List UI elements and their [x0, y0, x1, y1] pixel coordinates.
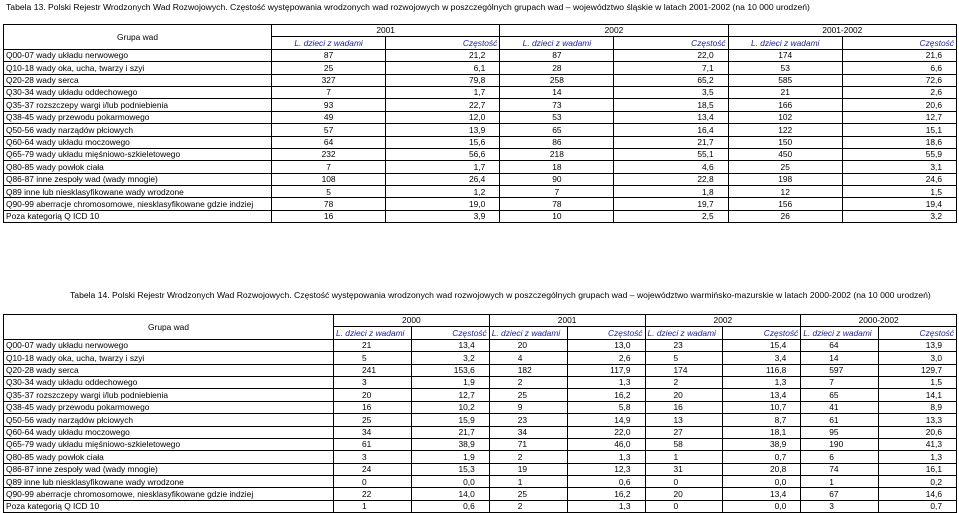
table-14 — [3, 314, 957, 513]
table-13 — [3, 24, 957, 223]
table-14-caption: Tabela 14. Polski Rejestr Wrodzonych Wad Rozwojowych. Częstość występowania wrodzonych wad rozwojowych w poszczególnych grupach wad – województwo warmińsko-mazurskie w latach 2000-2002 (na 10 000 urodzeń) — [70, 290, 931, 300]
rate-header: Częstość — [411, 327, 489, 339]
count-cell: 53 — [500, 111, 614, 123]
count-cell: 13 — [645, 414, 723, 426]
count-cell: 218 — [500, 148, 614, 160]
table-row — [4, 476, 957, 488]
count-cell: 7 — [500, 186, 614, 198]
count-cell: 90 — [500, 173, 614, 185]
rate-cell: 38,9 — [723, 438, 801, 450]
rate-cell: 7,1 — [614, 62, 728, 74]
rate-header: Częstość — [723, 327, 801, 339]
count-cell: 7 — [272, 161, 386, 173]
group-label: Q35-37 rozszczepy wargi i/lub podniebienia — [4, 99, 272, 111]
rate-cell: 15,1 — [842, 124, 956, 136]
count-cell: 57 — [272, 124, 386, 136]
rate-cell: 6,1 — [386, 62, 500, 74]
count-cell: 2 — [645, 376, 723, 388]
year-header: 2001 — [272, 25, 500, 37]
table-row — [4, 401, 957, 413]
count-cell: 65 — [500, 124, 614, 136]
group-label: Poza kategorią Q ICD 10 — [4, 210, 272, 222]
count-cell: 64 — [272, 136, 386, 148]
rate-cell: 10,2 — [411, 401, 489, 413]
count-cell: 450 — [728, 148, 842, 160]
rate-cell: 3,4 — [723, 352, 801, 364]
rate-cell: 20,6 — [842, 99, 956, 111]
table-row — [4, 463, 957, 475]
rate-cell: 5,8 — [567, 401, 645, 413]
rate-cell: 0,6 — [411, 500, 489, 512]
count-cell: 198 — [728, 173, 842, 185]
count-cell: 1 — [801, 476, 879, 488]
rate-cell: 13,9 — [879, 339, 957, 351]
table-row — [4, 74, 957, 86]
rate-cell: 15,9 — [411, 414, 489, 426]
count-cell: 108 — [272, 173, 386, 185]
count-cell: 18 — [500, 161, 614, 173]
rate-cell: 1,7 — [386, 86, 500, 98]
group-label: Q90-99 aberracje chromosomowe, niesklasyfikowane gdzie indziej — [4, 488, 334, 500]
rate-cell: 13,3 — [879, 414, 957, 426]
rate-cell: 26,4 — [386, 173, 500, 185]
count-cell: 327 — [272, 74, 386, 86]
rate-cell: 3,1 — [842, 161, 956, 173]
count-cell: 174 — [645, 364, 723, 376]
table-row — [4, 352, 957, 364]
count-cell: 65 — [801, 389, 879, 401]
group-header: Grupa wad — [4, 25, 272, 50]
rate-cell: 14,0 — [411, 488, 489, 500]
table-row — [4, 376, 957, 388]
count-cell: 16 — [334, 401, 412, 413]
rate-cell: 1,9 — [411, 451, 489, 463]
count-cell: 3 — [801, 500, 879, 512]
rate-cell: 1,5 — [879, 376, 957, 388]
rate-cell: 0,0 — [411, 476, 489, 488]
group-label: Q86-87 inne zespoły wad (wady mnogie) — [4, 173, 272, 185]
group-header: Grupa wad — [4, 315, 334, 340]
count-cell: 597 — [801, 364, 879, 376]
rate-cell: 8,7 — [723, 414, 801, 426]
rate-cell: 1,9 — [411, 376, 489, 388]
rate-cell: 22,8 — [614, 173, 728, 185]
rate-cell: 10,7 — [723, 401, 801, 413]
rate-cell: 13,4 — [411, 339, 489, 351]
table-row — [4, 438, 957, 450]
count-cell: 20 — [645, 488, 723, 500]
rate-cell: 20,8 — [723, 463, 801, 475]
table-row — [4, 210, 957, 222]
rate-cell: 3,5 — [614, 86, 728, 98]
count-header: L. dzieci z wadami — [728, 37, 842, 49]
group-label: Q35-37 rozszczepy wargi i/lub podniebienia — [4, 389, 334, 401]
rate-cell: 16,2 — [567, 488, 645, 500]
rate-cell: 12,7 — [842, 111, 956, 123]
rate-cell: 15,3 — [411, 463, 489, 475]
group-label: Q10-18 wady oka, ucha, twarzy i szyi — [4, 352, 334, 364]
count-cell: 2 — [489, 500, 567, 512]
year-header: 2001 — [489, 315, 645, 327]
table-row — [4, 124, 957, 136]
rate-header: Częstość — [879, 327, 957, 339]
group-label: Q65-79 wady układu mięśniowo-szkieletowego — [4, 148, 272, 160]
table-row — [4, 451, 957, 463]
group-label: Q60-64 wady układu moczowego — [4, 136, 272, 148]
count-cell: 241 — [334, 364, 412, 376]
table-row — [4, 364, 957, 376]
count-cell: 41 — [801, 401, 879, 413]
rate-cell: 13,4 — [723, 488, 801, 500]
table-row — [4, 198, 957, 210]
rate-cell: 1,3 — [879, 451, 957, 463]
count-cell: 16 — [645, 401, 723, 413]
rate-cell: 13,4 — [723, 389, 801, 401]
rate-cell: 3,2 — [842, 210, 956, 222]
rate-cell: 13,9 — [386, 124, 500, 136]
count-cell: 7 — [801, 376, 879, 388]
rate-cell: 0,0 — [723, 500, 801, 512]
count-cell: 19 — [489, 463, 567, 475]
group-label: Q38-45 wady przewodu pokarmowego — [4, 111, 272, 123]
rate-header: Częstość — [842, 37, 956, 49]
rate-cell: 116,8 — [723, 364, 801, 376]
rate-cell: 15,6 — [386, 136, 500, 148]
count-cell: 31 — [645, 463, 723, 475]
group-label: Q80-85 wady powłok ciała — [4, 161, 272, 173]
rate-cell: 4,6 — [614, 161, 728, 173]
rate-cell: 1,3 — [567, 451, 645, 463]
count-cell: 190 — [801, 438, 879, 450]
count-cell: 7 — [272, 86, 386, 98]
rate-cell: 1,3 — [723, 376, 801, 388]
table-14-body — [4, 339, 957, 512]
count-header: L. dzieci z wadami — [272, 37, 386, 49]
count-cell: 20 — [645, 389, 723, 401]
rate-cell: 12,0 — [386, 111, 500, 123]
rate-cell: 3,9 — [386, 210, 500, 222]
count-cell: 102 — [728, 111, 842, 123]
group-label: Q20-28 wady serca — [4, 74, 272, 86]
rate-cell: 12,7 — [411, 389, 489, 401]
rate-cell: 55,9 — [842, 148, 956, 160]
rate-cell: 153,6 — [411, 364, 489, 376]
rate-cell: 55,1 — [614, 148, 728, 160]
rate-cell: 0,7 — [879, 500, 957, 512]
rate-cell: 22,0 — [614, 49, 728, 61]
group-label: Q86-87 inne zespoły wad (wady mnogie) — [4, 463, 334, 475]
count-cell: 23 — [489, 414, 567, 426]
count-header: L. dzieci z wadami — [645, 327, 723, 339]
rate-cell: 1,2 — [386, 186, 500, 198]
count-cell: 95 — [801, 426, 879, 438]
rate-cell: 18,6 — [842, 136, 956, 148]
group-label: Q65-79 wady układu mięśniowo-szkieletowego — [4, 438, 334, 450]
count-cell: 0 — [645, 476, 723, 488]
count-cell: 25 — [272, 62, 386, 74]
count-cell: 27 — [645, 426, 723, 438]
count-cell: 258 — [500, 74, 614, 86]
rate-cell: 14,9 — [567, 414, 645, 426]
rate-cell: 13,4 — [614, 111, 728, 123]
rate-header: Częstość — [614, 37, 728, 49]
count-cell: 61 — [801, 414, 879, 426]
table-row — [4, 389, 957, 401]
count-cell: 49 — [272, 111, 386, 123]
year-header: 2001-2002 — [728, 25, 956, 37]
count-cell: 0 — [645, 500, 723, 512]
count-cell: 2 — [489, 376, 567, 388]
count-cell: 5 — [272, 186, 386, 198]
rate-cell: 13,0 — [567, 339, 645, 351]
rate-cell: 56,6 — [386, 148, 500, 160]
table-row — [4, 111, 957, 123]
count-cell: 174 — [728, 49, 842, 61]
count-cell: 14 — [801, 352, 879, 364]
count-cell: 67 — [801, 488, 879, 500]
table-row — [4, 173, 957, 185]
count-header: L. dzieci z wadami — [500, 37, 614, 49]
rate-cell: 79,8 — [386, 74, 500, 86]
table-row — [4, 426, 957, 438]
count-cell: 3 — [334, 376, 412, 388]
rate-cell: 24,6 — [842, 173, 956, 185]
count-cell: 74 — [801, 463, 879, 475]
table-row — [4, 161, 957, 173]
table-row — [4, 136, 957, 148]
rate-cell: 14,6 — [879, 488, 957, 500]
table-row — [4, 414, 957, 426]
count-cell: 1 — [334, 500, 412, 512]
year-header: 2002 — [645, 315, 801, 327]
count-cell: 5 — [645, 352, 723, 364]
group-label: Q30-34 wady układu oddechowego — [4, 376, 334, 388]
count-header: L. dzieci z wadami — [334, 327, 412, 339]
table-row — [4, 488, 957, 500]
count-cell: 20 — [489, 339, 567, 351]
rate-cell: 1,8 — [614, 186, 728, 198]
count-cell: 122 — [728, 124, 842, 136]
count-cell: 73 — [500, 99, 614, 111]
table-13-caption: Tabela 13. Polski Rejestr Wrodzonych Wad Rozwojowych. Częstość występowania wrodzonych wad rozwojowych w poszczególnych grupach wad – województwo śląskie w latach 2001-2002 (na 10 000 urodzeń) — [6, 2, 810, 12]
table-row — [4, 99, 957, 111]
rate-cell: 129,7 — [879, 364, 957, 376]
count-header: L. dzieci z wadami — [801, 327, 879, 339]
group-label: Q60-64 wady układu moczowego — [4, 426, 334, 438]
rate-header: Częstość — [567, 327, 645, 339]
count-cell: 78 — [500, 198, 614, 210]
rate-cell: 19,7 — [614, 198, 728, 210]
rate-cell: 21,7 — [411, 426, 489, 438]
rate-cell: 18,1 — [723, 426, 801, 438]
rate-cell: 2,6 — [567, 352, 645, 364]
table-row — [4, 186, 957, 198]
count-cell: 5 — [334, 352, 412, 364]
count-cell: 25 — [728, 161, 842, 173]
table-row — [4, 49, 957, 61]
table-row — [4, 62, 957, 74]
rate-cell: 18,5 — [614, 99, 728, 111]
count-cell: 25 — [489, 389, 567, 401]
rate-cell: 72,6 — [842, 74, 956, 86]
rate-cell: 20,6 — [879, 426, 957, 438]
count-cell: 150 — [728, 136, 842, 148]
rate-cell: 0,7 — [723, 451, 801, 463]
count-header: L. dzieci z wadami — [489, 327, 567, 339]
table-row — [4, 500, 957, 512]
count-cell: 21 — [728, 86, 842, 98]
count-cell: 16 — [272, 210, 386, 222]
rate-cell: 1,3 — [567, 500, 645, 512]
rate-cell: 16,1 — [879, 463, 957, 475]
table-row — [4, 86, 957, 98]
group-label: Q80-85 wady powłok ciała — [4, 451, 334, 463]
count-cell: 24 — [334, 463, 412, 475]
group-label: Q00-07 wady układu nerwowego — [4, 49, 272, 61]
rate-cell: 3,2 — [411, 352, 489, 364]
count-cell: 93 — [272, 99, 386, 111]
rate-cell: 0,2 — [879, 476, 957, 488]
count-cell: 182 — [489, 364, 567, 376]
table-13-body — [4, 49, 957, 222]
rate-cell: 19,4 — [842, 198, 956, 210]
count-cell: 2 — [489, 451, 567, 463]
count-cell: 10 — [500, 210, 614, 222]
group-label: Q20-28 wady serca — [4, 364, 334, 376]
group-label: Q89 inne lub niesklasyfikowane wady wrodzone — [4, 476, 334, 488]
year-header: 2000 — [334, 315, 490, 327]
rate-cell: 1,3 — [567, 376, 645, 388]
rate-cell: 19,0 — [386, 198, 500, 210]
group-label: Q90-99 aberracje chromosomowe, niesklasyfikowane gdzie indziej — [4, 198, 272, 210]
count-cell: 87 — [500, 49, 614, 61]
count-cell: 34 — [334, 426, 412, 438]
count-cell: 166 — [728, 99, 842, 111]
count-cell: 1 — [489, 476, 567, 488]
count-cell: 21 — [334, 339, 412, 351]
count-cell: 28 — [500, 62, 614, 74]
count-cell: 0 — [334, 476, 412, 488]
group-label: Q89 inne lub niesklasyfikowane wady wrodzone — [4, 186, 272, 198]
rate-cell: 38,9 — [411, 438, 489, 450]
table-row — [4, 148, 957, 160]
count-cell: 20 — [334, 389, 412, 401]
rate-cell: 21,7 — [614, 136, 728, 148]
rate-cell: 21,2 — [386, 49, 500, 61]
count-cell: 23 — [645, 339, 723, 351]
rate-cell: 2,5 — [614, 210, 728, 222]
group-label: Q38-45 wady przewodu pokarmowego — [4, 401, 334, 413]
rate-header: Częstość — [386, 37, 500, 49]
count-cell: 585 — [728, 74, 842, 86]
year-header: 2000-2002 — [801, 315, 957, 327]
group-label: Poza kategorią Q ICD 10 — [4, 500, 334, 512]
count-cell: 25 — [334, 414, 412, 426]
count-cell: 58 — [645, 438, 723, 450]
rate-cell: 1,7 — [386, 161, 500, 173]
rate-cell: 12,3 — [567, 463, 645, 475]
rate-cell: 2,6 — [842, 86, 956, 98]
group-label: Q30-34 wady układu oddechowego — [4, 86, 272, 98]
count-cell: 26 — [728, 210, 842, 222]
rate-cell: 41,3 — [879, 438, 957, 450]
count-cell: 87 — [272, 49, 386, 61]
count-cell: 9 — [489, 401, 567, 413]
count-cell: 34 — [489, 426, 567, 438]
count-cell: 3 — [334, 451, 412, 463]
count-cell: 1 — [645, 451, 723, 463]
count-cell: 61 — [334, 438, 412, 450]
rate-cell: 6,6 — [842, 62, 956, 74]
rate-cell: 46,0 — [567, 438, 645, 450]
rate-cell: 15,4 — [723, 339, 801, 351]
year-header: 2002 — [500, 25, 728, 37]
count-cell: 14 — [500, 86, 614, 98]
rate-cell: 16,4 — [614, 124, 728, 136]
group-label: Q50-56 wady narządów płciowych — [4, 414, 334, 426]
group-label: Q50-56 wady narządów płciowych — [4, 124, 272, 136]
group-label: Q10-18 wady oka, ucha, twarzy i szyi — [4, 62, 272, 74]
rate-cell: 22,0 — [567, 426, 645, 438]
rate-cell: 1,5 — [842, 186, 956, 198]
rate-cell: 8,9 — [879, 401, 957, 413]
count-cell: 64 — [801, 339, 879, 351]
count-cell: 71 — [489, 438, 567, 450]
count-cell: 22 — [334, 488, 412, 500]
count-cell: 6 — [801, 451, 879, 463]
rate-cell: 16,2 — [567, 389, 645, 401]
rate-cell: 14,1 — [879, 389, 957, 401]
count-cell: 78 — [272, 198, 386, 210]
count-cell: 12 — [728, 186, 842, 198]
group-label: Q00-07 wady układu nerwowego — [4, 339, 334, 351]
count-cell: 156 — [728, 198, 842, 210]
rate-cell: 22,7 — [386, 99, 500, 111]
rate-cell: 3,0 — [879, 352, 957, 364]
rate-cell: 65,2 — [614, 74, 728, 86]
count-cell: 232 — [272, 148, 386, 160]
rate-cell: 21,6 — [842, 49, 956, 61]
count-cell: 86 — [500, 136, 614, 148]
rate-cell: 0,0 — [723, 476, 801, 488]
rate-cell: 0,6 — [567, 476, 645, 488]
count-cell: 4 — [489, 352, 567, 364]
table-row — [4, 339, 957, 351]
count-cell: 25 — [489, 488, 567, 500]
count-cell: 53 — [728, 62, 842, 74]
rate-cell: 117,9 — [567, 364, 645, 376]
